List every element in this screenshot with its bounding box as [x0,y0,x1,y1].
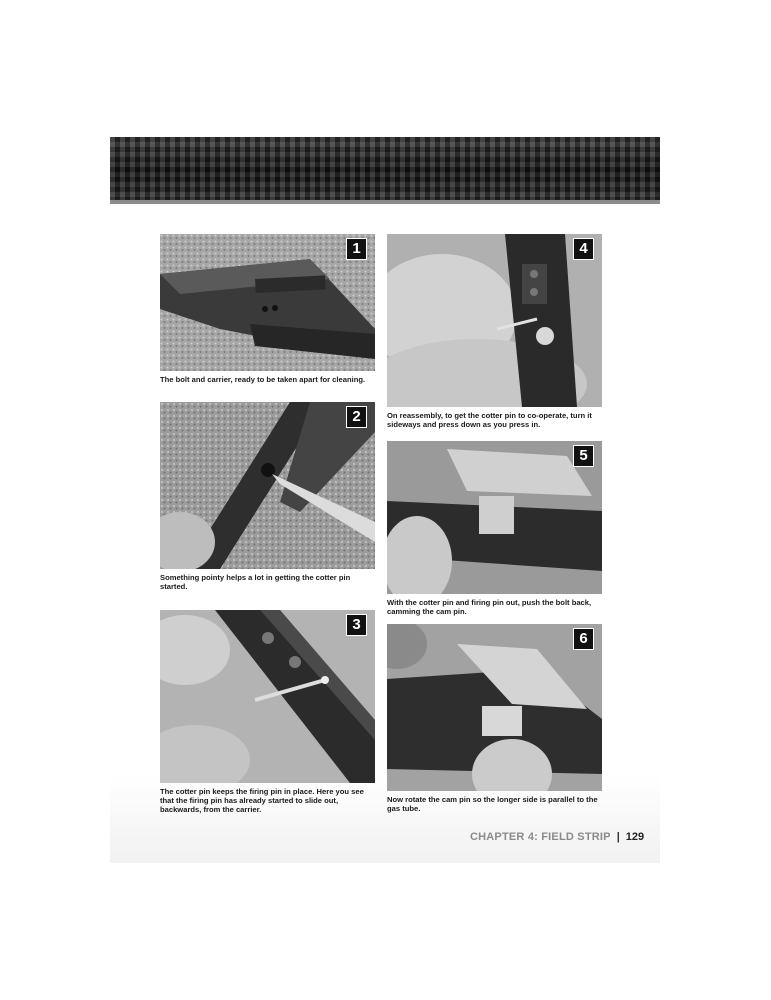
photo-6 [387,624,602,791]
photo-2 [160,402,375,569]
figure-number-badge: 4 [573,238,594,260]
figure-number-badge: 5 [573,445,594,467]
figure-caption: The bolt and carrier, ready to be taken apart for cleaning. [160,375,366,384]
photo-4 [387,234,602,407]
figure-number-badge: 2 [346,406,367,428]
figure-caption: With the cotter pin and firing pin out, push the bolt back, camming the cam pin. [387,598,592,616]
figure-caption: Now rotate the cam pin so the longer side is parallel to the gas tube. [387,795,598,813]
figure-number-badge: 3 [346,614,367,636]
figure-caption: The cotter pin keeps the firing pin in place. Here you see that the firing pin has already started to slide out, backwards, from the carrier. [160,787,364,814]
photo-2-image [160,402,375,569]
chapter-header-banner [110,137,660,200]
footer-separator: | [616,831,620,843]
photo-6-image [387,624,602,791]
figure-caption: Something pointy helps a lot in getting the cotter pin started. [160,573,351,591]
photo-1 [160,234,375,371]
page-footer [470,831,645,843]
photo-3 [160,610,375,783]
figure-number-badge: 1 [346,238,367,260]
photo-1-image [160,234,375,371]
photo-4-image [387,234,602,407]
figure-number-badge: 6 [573,628,594,650]
page-number: 129 [625,831,645,843]
figure-caption: On reassembly, to get the cotter pin to co-operate, turn it sideways and press down as you press in. [387,411,592,429]
photo-5 [387,441,602,594]
photo-5-image [387,441,602,594]
chapter-title: CHAPTER 4: FIELD STRIP [470,831,611,843]
photo-3-image [160,610,375,783]
banner-divider [110,200,660,204]
